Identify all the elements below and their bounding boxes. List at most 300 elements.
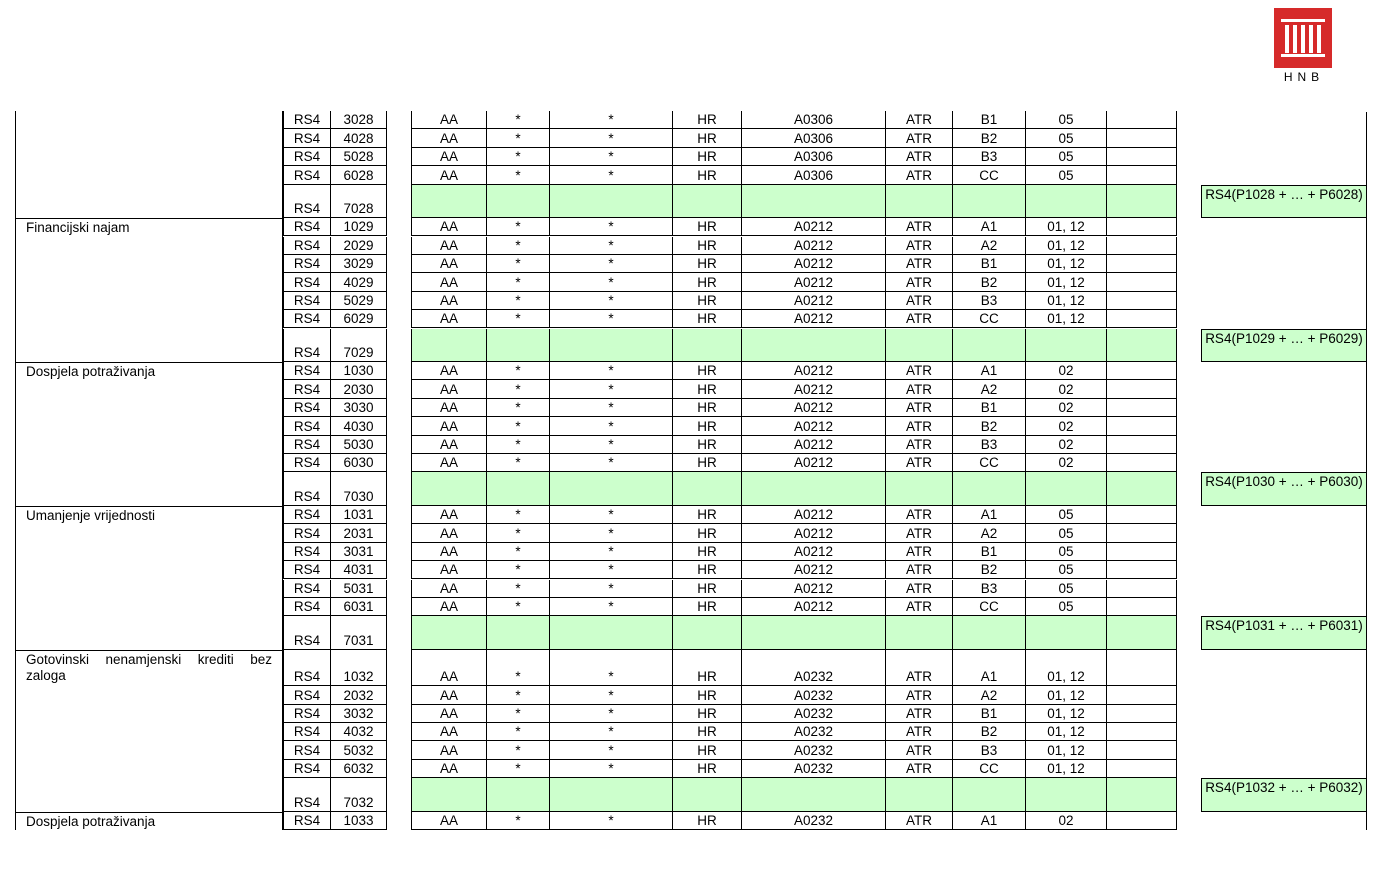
data-cell: HR — [673, 812, 742, 830]
report-code-cell: RS4 — [283, 329, 331, 363]
data-cell: AA — [411, 543, 487, 561]
data-cell: * — [550, 580, 673, 598]
data-cell: AA — [411, 705, 487, 723]
data-cell — [1107, 543, 1177, 561]
data-cell: 01, 12 — [1026, 705, 1107, 723]
data-cell: ATR — [886, 561, 953, 579]
data-cell: AA — [411, 399, 487, 417]
data-cell: 02 — [1026, 380, 1107, 398]
data-cell — [1107, 686, 1177, 704]
data-cell: 05 — [1026, 129, 1107, 147]
total-data-cell — [886, 472, 953, 506]
data-cell: AA — [411, 111, 487, 129]
total-data-cell — [886, 329, 953, 363]
data-cell — [1107, 111, 1177, 129]
data-cell: 02 — [1026, 454, 1107, 472]
report-code-cell: RS4 — [283, 255, 331, 273]
total-data-cell — [673, 329, 742, 363]
total-data-cell — [487, 616, 550, 650]
report-code-cell: RS4 — [283, 380, 331, 398]
data-cell: HR — [673, 686, 742, 704]
data-cell: * — [550, 111, 673, 129]
data-cell: A0306 — [742, 166, 886, 184]
report-code-cell: RS4 — [283, 686, 331, 704]
total-data-cell — [487, 778, 550, 812]
data-cell: * — [550, 506, 673, 524]
data-cell: * — [487, 273, 550, 291]
data-cell: A0212 — [742, 273, 886, 291]
data-cell: ATR — [886, 399, 953, 417]
data-cell — [1107, 723, 1177, 741]
data-cell — [1107, 741, 1177, 759]
data-cell: AA — [411, 218, 487, 236]
data-cell: * — [487, 650, 550, 686]
total-data-cell — [673, 185, 742, 219]
hnb-emblem-icon — [1274, 8, 1332, 68]
total-data-cell — [953, 616, 1026, 650]
total-data-cell — [1026, 329, 1107, 363]
data-cell: ATR — [886, 543, 953, 561]
data-cell: AA — [411, 561, 487, 579]
data-cell: AA — [411, 417, 487, 435]
data-cell: HR — [673, 237, 742, 255]
row-description: Dospjela potraživanja — [15, 812, 283, 830]
data-cell: HR — [673, 380, 742, 398]
data-cell: HR — [673, 760, 742, 778]
data-cell: 02 — [1026, 417, 1107, 435]
total-data-cell — [742, 329, 886, 363]
data-cell: 05 — [1026, 506, 1107, 524]
data-cell: AA — [411, 686, 487, 704]
data-cell: AA — [411, 380, 487, 398]
data-cell: * — [550, 524, 673, 542]
data-cell: 05 — [1026, 111, 1107, 129]
data-cell — [1107, 436, 1177, 454]
data-cell — [1107, 273, 1177, 291]
data-cell: * — [487, 292, 550, 310]
data-cell: A0212 — [742, 580, 886, 598]
data-cell: 05 — [1026, 561, 1107, 579]
total-data-cell — [953, 472, 1026, 506]
total-data-cell — [1107, 329, 1177, 363]
data-cell: * — [487, 524, 550, 542]
position-code-cell: 7028 — [331, 185, 387, 219]
data-cell: ATR — [886, 148, 953, 166]
data-cell: * — [550, 166, 673, 184]
data-cell — [1107, 417, 1177, 435]
total-data-cell — [886, 778, 953, 812]
data-cell: ATR — [886, 506, 953, 524]
data-cell: 02 — [1026, 812, 1107, 830]
data-cell: 05 — [1026, 543, 1107, 561]
data-cell: ATR — [886, 812, 953, 830]
data-cell: AA — [411, 741, 487, 759]
report-code-cell: RS4 — [283, 472, 331, 506]
data-cell: HR — [673, 129, 742, 147]
total-data-cell — [673, 778, 742, 812]
position-code-cell: 6031 — [331, 598, 387, 616]
formula-cell: RS4(P1031 + … + P6031) — [1201, 616, 1367, 650]
data-cell: ATR — [886, 741, 953, 759]
data-cell: ATR — [886, 273, 953, 291]
total-data-cell — [953, 778, 1026, 812]
data-cell: A0212 — [742, 218, 886, 236]
data-cell: A0306 — [742, 148, 886, 166]
data-cell: * — [487, 111, 550, 129]
data-cell: AA — [411, 598, 487, 616]
data-cell: B3 — [953, 292, 1026, 310]
data-cell: * — [487, 218, 550, 236]
data-cell: A0306 — [742, 111, 886, 129]
data-cell: HR — [673, 580, 742, 598]
data-cell: A1 — [953, 650, 1026, 686]
data-cell: B3 — [953, 148, 1026, 166]
data-cell: * — [487, 148, 550, 166]
total-data-cell — [550, 616, 673, 650]
data-cell — [1107, 218, 1177, 236]
data-cell: ATR — [886, 723, 953, 741]
row-description: Gotovinski nenamjenski krediti bez zaloga — [15, 650, 283, 812]
data-cell: AA — [411, 580, 487, 598]
data-cell: B1 — [953, 543, 1026, 561]
data-cell: * — [550, 399, 673, 417]
data-cell: HR — [673, 561, 742, 579]
report-code-cell: RS4 — [283, 616, 331, 650]
data-cell — [1107, 598, 1177, 616]
position-code-cell: 7032 — [331, 778, 387, 812]
total-data-cell — [411, 778, 487, 812]
data-cell: A0232 — [742, 650, 886, 686]
data-cell: 02 — [1026, 436, 1107, 454]
data-cell: ATR — [886, 111, 953, 129]
data-cell: A0232 — [742, 741, 886, 759]
data-cell: A2 — [953, 524, 1026, 542]
data-cell: B1 — [953, 111, 1026, 129]
data-cell: 01, 12 — [1026, 292, 1107, 310]
data-cell: ATR — [886, 705, 953, 723]
report-code-cell: RS4 — [283, 292, 331, 310]
data-cell: 05 — [1026, 524, 1107, 542]
total-data-cell — [1107, 778, 1177, 812]
data-cell: ATR — [886, 362, 953, 380]
data-cell: * — [550, 454, 673, 472]
data-cell: HR — [673, 741, 742, 759]
formula-cell: RS4(P1032 + … + P6032) — [1201, 778, 1367, 812]
position-code-cell: 1033 — [331, 812, 387, 830]
data-cell: A0212 — [742, 237, 886, 255]
data-cell — [1107, 292, 1177, 310]
data-cell: 01, 12 — [1026, 237, 1107, 255]
data-cell: HR — [673, 506, 742, 524]
data-cell: ATR — [886, 292, 953, 310]
data-cell: 01, 12 — [1026, 650, 1107, 686]
data-cell: * — [487, 237, 550, 255]
data-cell: * — [487, 598, 550, 616]
data-cell: A0212 — [742, 292, 886, 310]
data-cell: HR — [673, 543, 742, 561]
data-cell: * — [487, 255, 550, 273]
data-cell: HR — [673, 399, 742, 417]
data-cell: ATR — [886, 129, 953, 147]
data-cell: HR — [673, 362, 742, 380]
data-cell — [1107, 650, 1177, 686]
data-cell — [1107, 506, 1177, 524]
total-data-cell — [742, 472, 886, 506]
position-code-cell: 7029 — [331, 329, 387, 363]
data-cell: * — [550, 148, 673, 166]
data-cell: HR — [673, 292, 742, 310]
data-cell: 01, 12 — [1026, 218, 1107, 236]
total-data-cell — [1026, 616, 1107, 650]
data-cell: A2 — [953, 237, 1026, 255]
data-cell: CC — [953, 454, 1026, 472]
data-cell: ATR — [886, 417, 953, 435]
total-data-cell — [411, 616, 487, 650]
total-data-cell — [886, 185, 953, 219]
data-cell: * — [487, 166, 550, 184]
report-code-cell: RS4 — [283, 417, 331, 435]
data-cell: B2 — [953, 561, 1026, 579]
row-description: Umanjenje vrijednosti — [15, 506, 283, 650]
total-data-cell — [487, 185, 550, 219]
report-code-cell: RS4 — [283, 561, 331, 579]
data-cell: ATR — [886, 760, 953, 778]
data-cell: 01, 12 — [1026, 723, 1107, 741]
data-cell: * — [487, 812, 550, 830]
data-cell: * — [550, 273, 673, 291]
report-code-cell: RS4 — [283, 454, 331, 472]
total-data-cell — [1107, 185, 1177, 219]
row-description: Dospjela potraživanja — [15, 362, 283, 506]
data-cell: A0212 — [742, 543, 886, 561]
data-cell: A0306 — [742, 129, 886, 147]
data-cell: A0212 — [742, 561, 886, 579]
data-cell: A1 — [953, 218, 1026, 236]
report-code-cell: RS4 — [283, 760, 331, 778]
data-cell: AA — [411, 812, 487, 830]
report-code-cell: RS4 — [283, 778, 331, 812]
total-data-cell — [411, 185, 487, 219]
data-cell: * — [487, 686, 550, 704]
data-cell — [1107, 166, 1177, 184]
data-cell: HR — [673, 166, 742, 184]
data-cell: * — [487, 506, 550, 524]
data-cell: B2 — [953, 417, 1026, 435]
position-code-cell: 7031 — [331, 616, 387, 650]
data-cell: AA — [411, 255, 487, 273]
data-cell: 05 — [1026, 148, 1107, 166]
position-code-cell: 6030 — [331, 454, 387, 472]
data-cell — [1107, 255, 1177, 273]
position-code-cell: 1030 — [331, 362, 387, 380]
data-cell: * — [550, 686, 673, 704]
data-cell: AA — [411, 166, 487, 184]
data-cell: ATR — [886, 310, 953, 328]
data-cell: AA — [411, 148, 487, 166]
position-code-cell: 5029 — [331, 292, 387, 310]
data-cell: HR — [673, 650, 742, 686]
total-data-cell — [411, 472, 487, 506]
position-code-cell: 4029 — [331, 273, 387, 291]
data-cell: AA — [411, 129, 487, 147]
position-code-cell: 4030 — [331, 417, 387, 435]
data-cell: HR — [673, 218, 742, 236]
data-cell: B2 — [953, 273, 1026, 291]
formula-cell: RS4(P1030 + … + P6030) — [1201, 472, 1367, 506]
data-cell: AA — [411, 292, 487, 310]
total-data-cell — [487, 472, 550, 506]
data-cell: HR — [673, 705, 742, 723]
report-code-cell: RS4 — [283, 436, 331, 454]
position-code-cell: 7030 — [331, 472, 387, 506]
total-data-cell — [1107, 616, 1177, 650]
data-cell: * — [487, 129, 550, 147]
data-cell: B3 — [953, 741, 1026, 759]
data-cell: * — [550, 255, 673, 273]
position-code-cell: 6029 — [331, 310, 387, 328]
data-cell: HR — [673, 524, 742, 542]
position-code-cell: 2031 — [331, 524, 387, 542]
data-cell: * — [487, 741, 550, 759]
data-cell: ATR — [886, 436, 953, 454]
data-cell: * — [487, 760, 550, 778]
formula-cell: RS4(P1028 + … + P6028) — [1201, 185, 1367, 219]
position-code-cell: 6032 — [331, 760, 387, 778]
data-cell: * — [550, 218, 673, 236]
data-cell: * — [487, 380, 550, 398]
data-cell: * — [550, 292, 673, 310]
data-cell: ATR — [886, 454, 953, 472]
data-cell: ATR — [886, 255, 953, 273]
report-code-cell: RS4 — [283, 148, 331, 166]
data-cell: 05 — [1026, 580, 1107, 598]
row-description — [15, 111, 283, 218]
total-data-cell — [550, 185, 673, 219]
position-code-cell: 5031 — [331, 580, 387, 598]
data-cell: * — [487, 399, 550, 417]
report-code-cell: RS4 — [283, 111, 331, 129]
position-code-cell: 1032 — [331, 650, 387, 686]
data-cell — [1107, 237, 1177, 255]
report-code-cell: RS4 — [283, 310, 331, 328]
data-cell: HR — [673, 723, 742, 741]
position-code-cell: 1029 — [331, 218, 387, 236]
data-cell: A0232 — [742, 705, 886, 723]
data-cell: A0212 — [742, 506, 886, 524]
position-code-cell: 5028 — [331, 148, 387, 166]
logo-text: HNB — [1283, 70, 1325, 84]
data-cell: B1 — [953, 399, 1026, 417]
data-cell: ATR — [886, 218, 953, 236]
report-code-cell: RS4 — [283, 524, 331, 542]
data-cell: * — [550, 723, 673, 741]
data-cell: ATR — [886, 598, 953, 616]
data-cell: * — [550, 237, 673, 255]
data-cell — [1107, 760, 1177, 778]
data-cell — [1107, 580, 1177, 598]
data-cell: A2 — [953, 686, 1026, 704]
position-code-cell: 6028 — [331, 166, 387, 184]
data-cell — [1107, 705, 1177, 723]
data-cell: HR — [673, 454, 742, 472]
data-cell: * — [487, 705, 550, 723]
report-code-cell: RS4 — [283, 273, 331, 291]
data-cell: * — [550, 650, 673, 686]
report-code-cell: RS4 — [283, 237, 331, 255]
data-cell: AA — [411, 760, 487, 778]
data-cell: HR — [673, 273, 742, 291]
data-cell: A0212 — [742, 417, 886, 435]
data-cell: * — [487, 362, 550, 380]
data-cell: 01, 12 — [1026, 760, 1107, 778]
data-cell: B2 — [953, 723, 1026, 741]
data-cell: ATR — [886, 380, 953, 398]
data-cell: A1 — [953, 812, 1026, 830]
data-cell: 01, 12 — [1026, 255, 1107, 273]
total-data-cell — [550, 778, 673, 812]
total-data-cell — [673, 472, 742, 506]
data-cell: HR — [673, 598, 742, 616]
hnb-logo — [1266, 8, 1334, 88]
data-cell — [1107, 524, 1177, 542]
data-cell: A0212 — [742, 362, 886, 380]
data-cell: B1 — [953, 255, 1026, 273]
data-cell: A1 — [953, 506, 1026, 524]
data-cell: AA — [411, 723, 487, 741]
total-data-cell — [1107, 472, 1177, 506]
position-code-cell: 3028 — [331, 111, 387, 129]
data-cell: 05 — [1026, 166, 1107, 184]
data-cell: CC — [953, 166, 1026, 184]
data-cell: HR — [673, 436, 742, 454]
position-code-cell: 3031 — [331, 543, 387, 561]
data-cell: CC — [953, 310, 1026, 328]
report-code-cell: RS4 — [283, 166, 331, 184]
data-cell: * — [487, 561, 550, 579]
report-code-cell: RS4 — [283, 723, 331, 741]
data-cell: * — [550, 561, 673, 579]
data-cell — [1107, 310, 1177, 328]
data-cell: * — [487, 723, 550, 741]
row-description: Financijski najam — [15, 218, 283, 362]
data-cell: ATR — [886, 166, 953, 184]
data-cell: A0212 — [742, 598, 886, 616]
data-cell: AA — [411, 650, 487, 686]
data-cell: A0212 — [742, 454, 886, 472]
data-cell: AA — [411, 436, 487, 454]
data-cell: * — [487, 454, 550, 472]
data-cell: ATR — [886, 650, 953, 686]
formula-cell: RS4(P1029 + … + P6029) — [1201, 329, 1367, 363]
data-cell: 01, 12 — [1026, 273, 1107, 291]
data-cell: AA — [411, 506, 487, 524]
data-cell: B2 — [953, 129, 1026, 147]
report-code-cell: RS4 — [283, 650, 331, 686]
total-data-cell — [1026, 185, 1107, 219]
total-data-cell — [1026, 472, 1107, 506]
total-data-cell — [1026, 778, 1107, 812]
data-cell: A0212 — [742, 524, 886, 542]
data-cell: AA — [411, 362, 487, 380]
data-cell: * — [550, 598, 673, 616]
total-data-cell — [886, 616, 953, 650]
data-cell: 02 — [1026, 399, 1107, 417]
position-code-cell: 2032 — [331, 686, 387, 704]
data-cell: 05 — [1026, 598, 1107, 616]
data-cell: A0212 — [742, 380, 886, 398]
data-cell: A2 — [953, 380, 1026, 398]
data-cell: * — [550, 741, 673, 759]
